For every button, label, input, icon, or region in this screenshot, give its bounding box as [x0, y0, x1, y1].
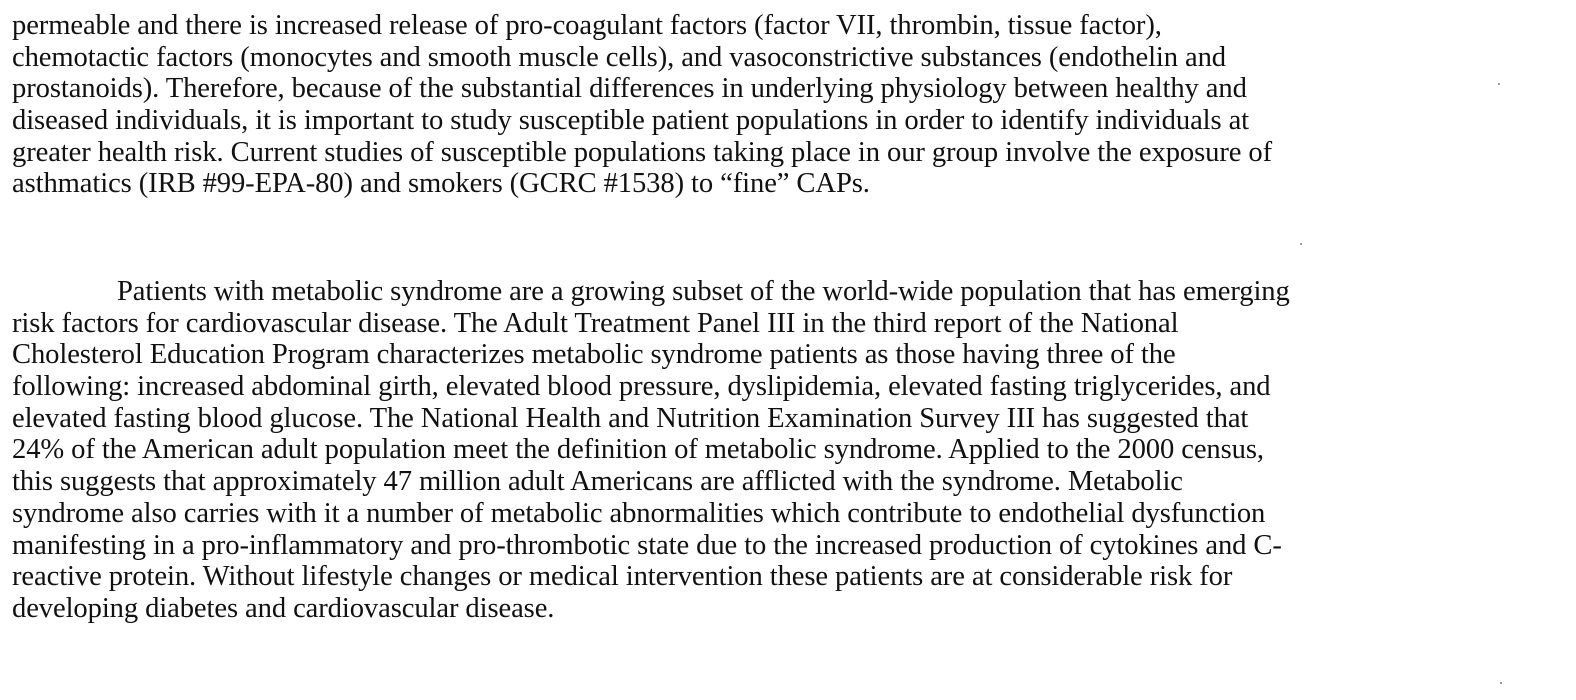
paragraph-metabolic-syndrome [12, 276, 1557, 625]
scan-speck [1300, 243, 1302, 245]
text-line-indented: Patients with metabolic syndrome are a growing subset of the world-wide population that has emerging [117, 276, 1290, 307]
scan-speck [1498, 83, 1500, 85]
text-line: Cholesterol Education Program characterizes metabolic syndrome patients as those having three of the [12, 339, 1176, 371]
text-line: prostanoids). Therefore, because of the substantial differences in underlying physiology between healthy and [12, 73, 1247, 105]
text-line: 24% of the American adult population meet the definition of metabolic syndrome. Applied to the 2000 census, [12, 434, 1264, 466]
scan-speck [1500, 682, 1502, 684]
text-line: syndrome also carries with it a number of metabolic abnormalities which contribute to endothelial dysfunction [12, 497, 1266, 529]
text-line: diseased individuals, it is important to study susceptible patient populations in order to identify individuals at [12, 105, 1250, 137]
text-line: developing diabetes and cardiovascular disease. [12, 592, 555, 624]
text-line: reactive protein. Without lifestyle changes or medical intervention these patients are at considerable risk for [12, 561, 1233, 593]
paragraph-physiology-susceptible-populations [12, 10, 1557, 200]
text-line: permeable and there is increased release of pro-coagulant factors (factor VII, thrombin, tissue factor), [12, 10, 1162, 41]
text-line: manifesting in a pro-inflammatory and pro-thrombotic state due to the increased production of cytokines and C- [12, 529, 1282, 561]
text-line: risk factors for cardiovascular disease. The Adult Treatment Panel III in the third report of the National [12, 307, 1179, 339]
text-line: elevated fasting blood glucose. The National Health and Nutrition Examination Survey III has suggested that [12, 402, 1249, 434]
text-line: greater health risk. Current studies of susceptible populations taking place in our group involve the exposure of [12, 136, 1273, 168]
text-line: this suggests that approximately 47 million adult Americans are afflicted with the syndrome. Metabolic [12, 466, 1183, 498]
text-line: chemotactic factors (monocytes and smooth muscle cells), and vasoconstrictive substances (endothelin and [12, 41, 1226, 73]
text-line: asthmatics (IRB #99-EPA-80) and smokers (GCRC #1538) to “fine” CAPs. [12, 168, 870, 200]
text-line: following: increased abdominal girth, elevated blood pressure, dyslipidemia, elevated fasting triglycerides, and [12, 371, 1271, 403]
